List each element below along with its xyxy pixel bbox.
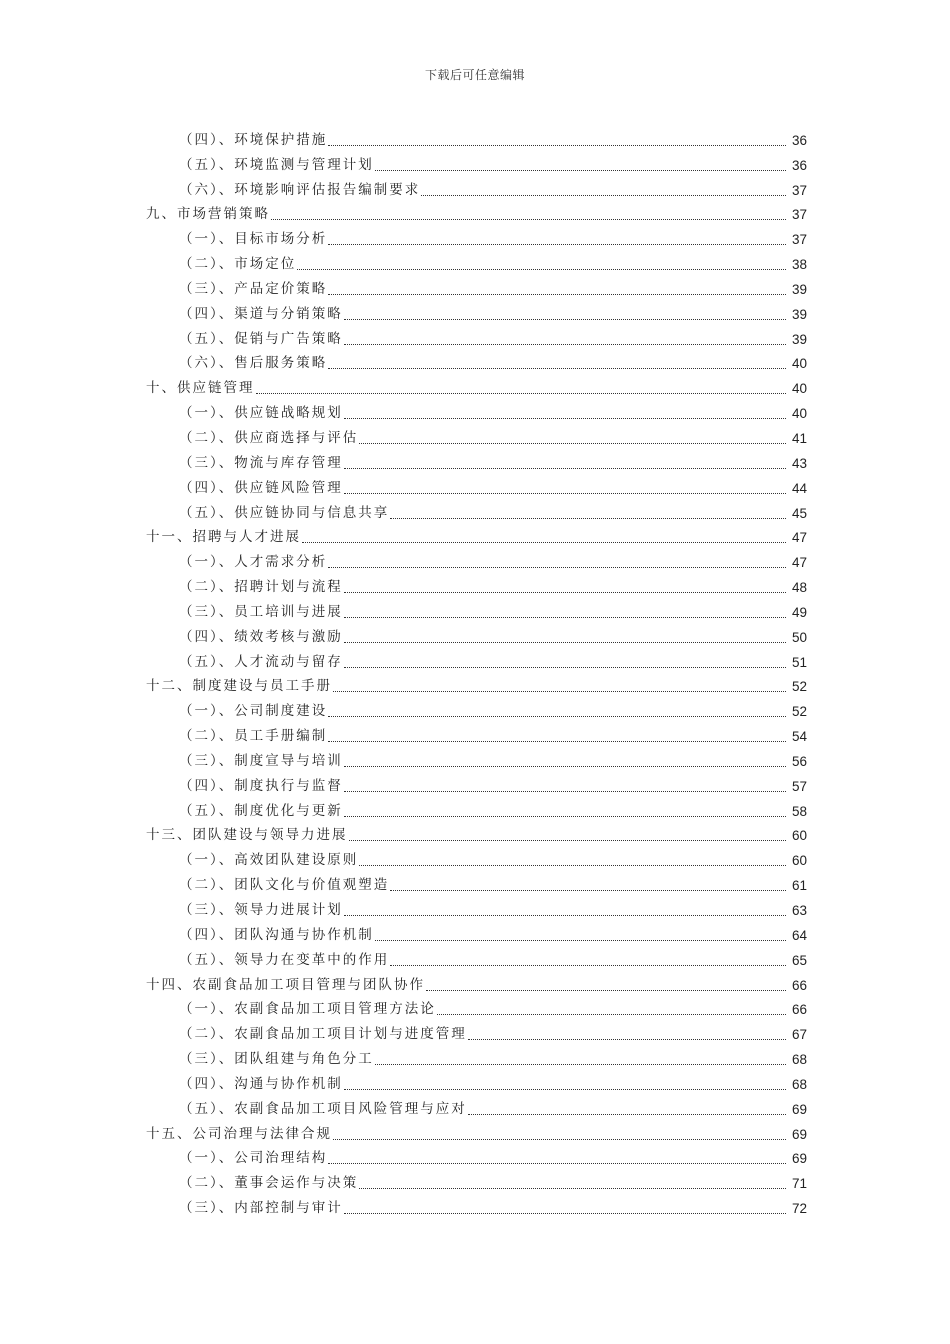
toc-page-number: 68 bbox=[791, 1076, 807, 1092]
toc-section-entry[interactable] bbox=[0, 621, 950, 646]
toc-section-entry[interactable] bbox=[0, 596, 950, 621]
toc-page-number: 63 bbox=[791, 903, 807, 918]
toc-entry-title: （二）、员工手册编制 bbox=[179, 728, 328, 745]
toc-page-number: 43 bbox=[791, 455, 807, 471]
toc-page-number: 65 bbox=[791, 952, 807, 968]
toc-entry-title: （六）、售后服务策略 bbox=[179, 355, 328, 372]
toc-entry-title: （一）、高效团队建设原则 bbox=[179, 852, 359, 869]
toc-section-entry[interactable] bbox=[0, 1018, 950, 1043]
toc-page-number: 54 bbox=[791, 729, 807, 745]
toc-section-entry[interactable] bbox=[0, 1167, 950, 1192]
toc-section-entry[interactable] bbox=[0, 1143, 950, 1168]
toc-entry-title: （三）、内部控制与审计 bbox=[179, 1200, 343, 1217]
toc-dot-leader bbox=[390, 889, 786, 891]
toc-entry-title: （四）、环境保护措施 bbox=[179, 131, 328, 148]
toc-dot-leader bbox=[375, 939, 786, 941]
toc-section-entry[interactable] bbox=[0, 1093, 950, 1118]
toc-dot-leader bbox=[344, 914, 786, 916]
toc-dot-leader bbox=[359, 442, 786, 444]
toc-entry-title: （六）、环境影响评估报告编制要求 bbox=[179, 181, 421, 198]
toc-dot-leader bbox=[297, 268, 786, 270]
toc-chapter-entry[interactable] bbox=[0, 522, 950, 547]
toc-section-entry[interactable] bbox=[0, 298, 950, 323]
toc-page-number: 60 bbox=[791, 853, 807, 869]
toc-dot-leader bbox=[344, 417, 786, 419]
toc-dot-leader bbox=[344, 666, 786, 668]
toc-dot-leader bbox=[344, 616, 786, 618]
toc-section-entry[interactable] bbox=[0, 397, 950, 422]
toc-page-number: 40 bbox=[791, 356, 807, 372]
toc-section-entry[interactable] bbox=[0, 795, 950, 820]
toc-section-entry[interactable] bbox=[0, 994, 950, 1019]
toc-page-number: 41 bbox=[791, 430, 807, 446]
toc-dot-leader bbox=[390, 517, 786, 519]
toc-entry-title: 十三、团队建设与领导力进展 bbox=[146, 827, 348, 844]
toc-dot-leader bbox=[426, 989, 786, 991]
toc-entry-title: （二）、招聘计划与流程 bbox=[179, 579, 343, 596]
toc-dot-leader bbox=[328, 293, 786, 295]
toc-page-number: 52 bbox=[791, 704, 807, 720]
toc-dot-leader bbox=[344, 591, 786, 593]
toc-entry-title: 十五、公司治理与法律合规 bbox=[146, 1125, 332, 1142]
toc-section-entry[interactable] bbox=[0, 844, 950, 869]
toc-page-number: 51 bbox=[791, 654, 807, 670]
toc-dot-leader bbox=[421, 194, 786, 196]
toc-dot-leader bbox=[271, 218, 786, 220]
toc-section-entry[interactable] bbox=[0, 695, 950, 720]
toc-entry-title: （三）、物流与库存管理 bbox=[179, 454, 343, 471]
toc-entry-title: （二）、董事会运作与决策 bbox=[179, 1175, 359, 1192]
toc-section-entry[interactable] bbox=[0, 248, 950, 273]
toc-section-entry[interactable] bbox=[0, 149, 950, 174]
toc-entry-title: 九、市场营销策略 bbox=[146, 206, 270, 223]
toc-entry-title: （二）、农副食品加工项目计划与进度管理 bbox=[179, 1026, 467, 1043]
toc-section-entry[interactable] bbox=[0, 944, 950, 969]
toc-section-entry[interactable] bbox=[0, 1068, 950, 1093]
toc-entry-title: （三）、制度宣导与培训 bbox=[179, 752, 343, 769]
toc-dot-leader bbox=[344, 790, 786, 792]
toc-dot-leader bbox=[359, 864, 786, 866]
toc-dot-leader bbox=[344, 492, 786, 494]
toc-entry-title: （五）、农副食品加工项目风险管理与应对 bbox=[179, 1100, 467, 1117]
toc-page-number: 72 bbox=[791, 1201, 807, 1217]
toc-page-number: 57 bbox=[791, 778, 807, 794]
toc-dot-leader bbox=[375, 1063, 786, 1065]
toc-chapter-entry[interactable] bbox=[0, 820, 950, 845]
toc-page-number: 47 bbox=[791, 530, 807, 546]
toc-dot-leader bbox=[328, 566, 786, 568]
toc-section-entry[interactable] bbox=[0, 472, 950, 497]
toc-chapter-entry[interactable] bbox=[0, 1118, 950, 1143]
toc-entry-title: （三）、员工培训与进展 bbox=[179, 603, 343, 620]
toc-entry-title: （五）、供应链协同与信息共享 bbox=[179, 504, 390, 521]
toc-section-entry[interactable] bbox=[0, 770, 950, 795]
toc-page-number: 66 bbox=[791, 977, 807, 993]
toc-chapter-entry[interactable] bbox=[0, 372, 950, 397]
toc-page-number: 40 bbox=[791, 406, 807, 422]
toc-dot-leader bbox=[344, 1212, 786, 1214]
toc-page-number: 66 bbox=[791, 1002, 807, 1018]
toc-section-entry[interactable] bbox=[0, 919, 950, 944]
toc-section-entry[interactable] bbox=[0, 869, 950, 894]
toc-page-number: 39 bbox=[791, 331, 807, 347]
toc-page-number: 50 bbox=[791, 629, 807, 645]
toc-entry-title: （五）、人才流动与留存 bbox=[179, 653, 343, 670]
toc-section-entry[interactable] bbox=[0, 1192, 950, 1217]
toc-dot-leader bbox=[468, 1038, 786, 1040]
toc-section-entry[interactable] bbox=[0, 447, 950, 472]
toc-section-entry[interactable] bbox=[0, 348, 950, 373]
toc-dot-leader bbox=[344, 641, 786, 643]
toc-page-number: 47 bbox=[791, 555, 807, 571]
toc-dot-leader bbox=[328, 367, 786, 369]
toc-dot-leader bbox=[256, 392, 787, 394]
toc-entry-title: （二）、供应商选择与评估 bbox=[179, 429, 359, 446]
toc-entry-title: （四）、渠道与分销策略 bbox=[179, 305, 343, 322]
toc-section-entry[interactable] bbox=[0, 174, 950, 199]
toc-page-number: 36 bbox=[791, 132, 807, 148]
toc-entry-title: （四）、团队沟通与协作机制 bbox=[179, 926, 374, 943]
toc-entry-title: 十一、招聘与人才进展 bbox=[146, 529, 301, 546]
toc-entry-title: （四）、供应链风险管理 bbox=[179, 479, 343, 496]
toc-page-number: 61 bbox=[791, 878, 807, 894]
toc-page-number: 37 bbox=[791, 207, 807, 223]
toc-section-entry[interactable] bbox=[0, 546, 950, 571]
toc-dot-leader bbox=[328, 243, 786, 245]
toc-entry-title: 十四、农副食品加工项目管理与团队协作 bbox=[146, 976, 425, 993]
toc-entry-title: （三）、团队组建与角色分工 bbox=[179, 1051, 374, 1068]
toc-entry-title: （五）、促销与广告策略 bbox=[179, 330, 343, 347]
toc-dot-leader bbox=[437, 1013, 786, 1015]
toc-dot-leader bbox=[328, 740, 786, 742]
toc-page-number: 45 bbox=[791, 505, 807, 521]
toc-dot-leader bbox=[328, 1162, 786, 1164]
toc-dot-leader bbox=[468, 1113, 786, 1115]
toc-chapter-entry[interactable] bbox=[0, 671, 950, 696]
toc-entry-title: （一）、人才需求分析 bbox=[179, 554, 328, 571]
toc-entry-title: （四）、制度执行与监督 bbox=[179, 777, 343, 794]
toc-chapter-entry[interactable] bbox=[0, 199, 950, 224]
toc-section-entry[interactable] bbox=[0, 720, 950, 745]
toc-page-number: 37 bbox=[791, 182, 807, 198]
toc-dot-leader bbox=[344, 467, 786, 469]
toc-page-number: 67 bbox=[791, 1027, 807, 1043]
toc-dot-leader bbox=[302, 541, 786, 543]
toc-entry-title: （一）、公司治理结构 bbox=[179, 1150, 328, 1167]
toc-section-entry[interactable] bbox=[0, 571, 950, 596]
toc-entry-title: （二）、市场定位 bbox=[179, 256, 297, 273]
toc-page-number: 39 bbox=[791, 281, 807, 297]
toc-dot-leader bbox=[390, 964, 786, 966]
table-of-contents bbox=[0, 124, 950, 1217]
toc-dot-leader bbox=[328, 144, 786, 146]
toc-page-number: 48 bbox=[791, 580, 807, 596]
toc-page-number: 56 bbox=[791, 753, 807, 769]
toc-entry-title: （三）、产品定价策略 bbox=[179, 280, 328, 297]
toc-entry-title: （一）、农副食品加工项目管理方法论 bbox=[179, 1001, 436, 1018]
toc-page-number: 49 bbox=[791, 604, 807, 620]
toc-page-number: 69 bbox=[791, 1151, 807, 1167]
toc-page-number: 39 bbox=[791, 306, 807, 322]
toc-section-entry[interactable] bbox=[0, 223, 950, 248]
toc-dot-leader bbox=[375, 169, 786, 171]
toc-entry-title: （四）、绩效考核与激励 bbox=[179, 628, 343, 645]
toc-dot-leader bbox=[333, 1138, 786, 1140]
toc-entry-title: （五）、环境监测与管理计划 bbox=[179, 156, 374, 173]
toc-page-number: 60 bbox=[791, 828, 807, 844]
toc-chapter-entry[interactable] bbox=[0, 969, 950, 994]
toc-page-number: 71 bbox=[791, 1176, 807, 1192]
toc-entry-title: （一）、供应链战略规划 bbox=[179, 405, 343, 422]
toc-entry-title: （一）、目标市场分析 bbox=[179, 231, 328, 248]
toc-page-number: 69 bbox=[791, 1101, 807, 1117]
toc-section-entry[interactable] bbox=[0, 273, 950, 298]
toc-section-entry[interactable] bbox=[0, 124, 950, 149]
toc-entry-title: （一）、公司制度建设 bbox=[179, 703, 328, 720]
toc-dot-leader bbox=[349, 839, 787, 841]
toc-section-entry[interactable] bbox=[0, 497, 950, 522]
toc-entry-title: （四）、沟通与协作机制 bbox=[179, 1075, 343, 1092]
toc-dot-leader bbox=[344, 815, 786, 817]
toc-entry-title: （三）、领导力进展计划 bbox=[179, 902, 343, 918]
toc-dot-leader bbox=[333, 690, 786, 692]
toc-page-number: 69 bbox=[791, 1126, 807, 1142]
toc-page-number: 44 bbox=[791, 480, 807, 496]
toc-section-entry[interactable] bbox=[0, 323, 950, 348]
toc-section-entry[interactable] bbox=[0, 894, 950, 919]
page-header: 下载后可任意编辑 bbox=[424, 68, 525, 82]
toc-section-entry[interactable] bbox=[0, 1043, 950, 1068]
toc-page-number: 68 bbox=[791, 1052, 807, 1068]
toc-page-number: 64 bbox=[791, 927, 807, 943]
toc-dot-leader bbox=[359, 1187, 786, 1189]
toc-entry-title: （五）、领导力在变革中的作用 bbox=[179, 951, 390, 968]
toc-section-entry[interactable] bbox=[0, 422, 950, 447]
toc-page-number: 52 bbox=[791, 679, 807, 695]
toc-section-entry[interactable] bbox=[0, 646, 950, 671]
toc-dot-leader bbox=[344, 318, 786, 320]
toc-dot-leader bbox=[344, 765, 786, 767]
toc-entry-title: 十二、制度建设与员工手册 bbox=[146, 678, 332, 695]
toc-entry-title: 十、供应链管理 bbox=[146, 380, 255, 397]
toc-page-number: 58 bbox=[791, 803, 807, 819]
toc-entry-title: （五）、制度优化与更新 bbox=[179, 802, 343, 819]
toc-dot-leader bbox=[344, 1088, 786, 1090]
toc-section-entry[interactable] bbox=[0, 745, 950, 770]
toc-page-number: 37 bbox=[791, 232, 807, 248]
toc-page-number: 40 bbox=[791, 381, 807, 397]
toc-page-number: 36 bbox=[791, 157, 807, 173]
toc-dot-leader bbox=[328, 715, 786, 717]
toc-page-number: 38 bbox=[791, 257, 807, 273]
toc-entry-title: （二）、团队文化与价值观塑造 bbox=[179, 877, 390, 894]
toc-dot-leader bbox=[344, 343, 786, 345]
